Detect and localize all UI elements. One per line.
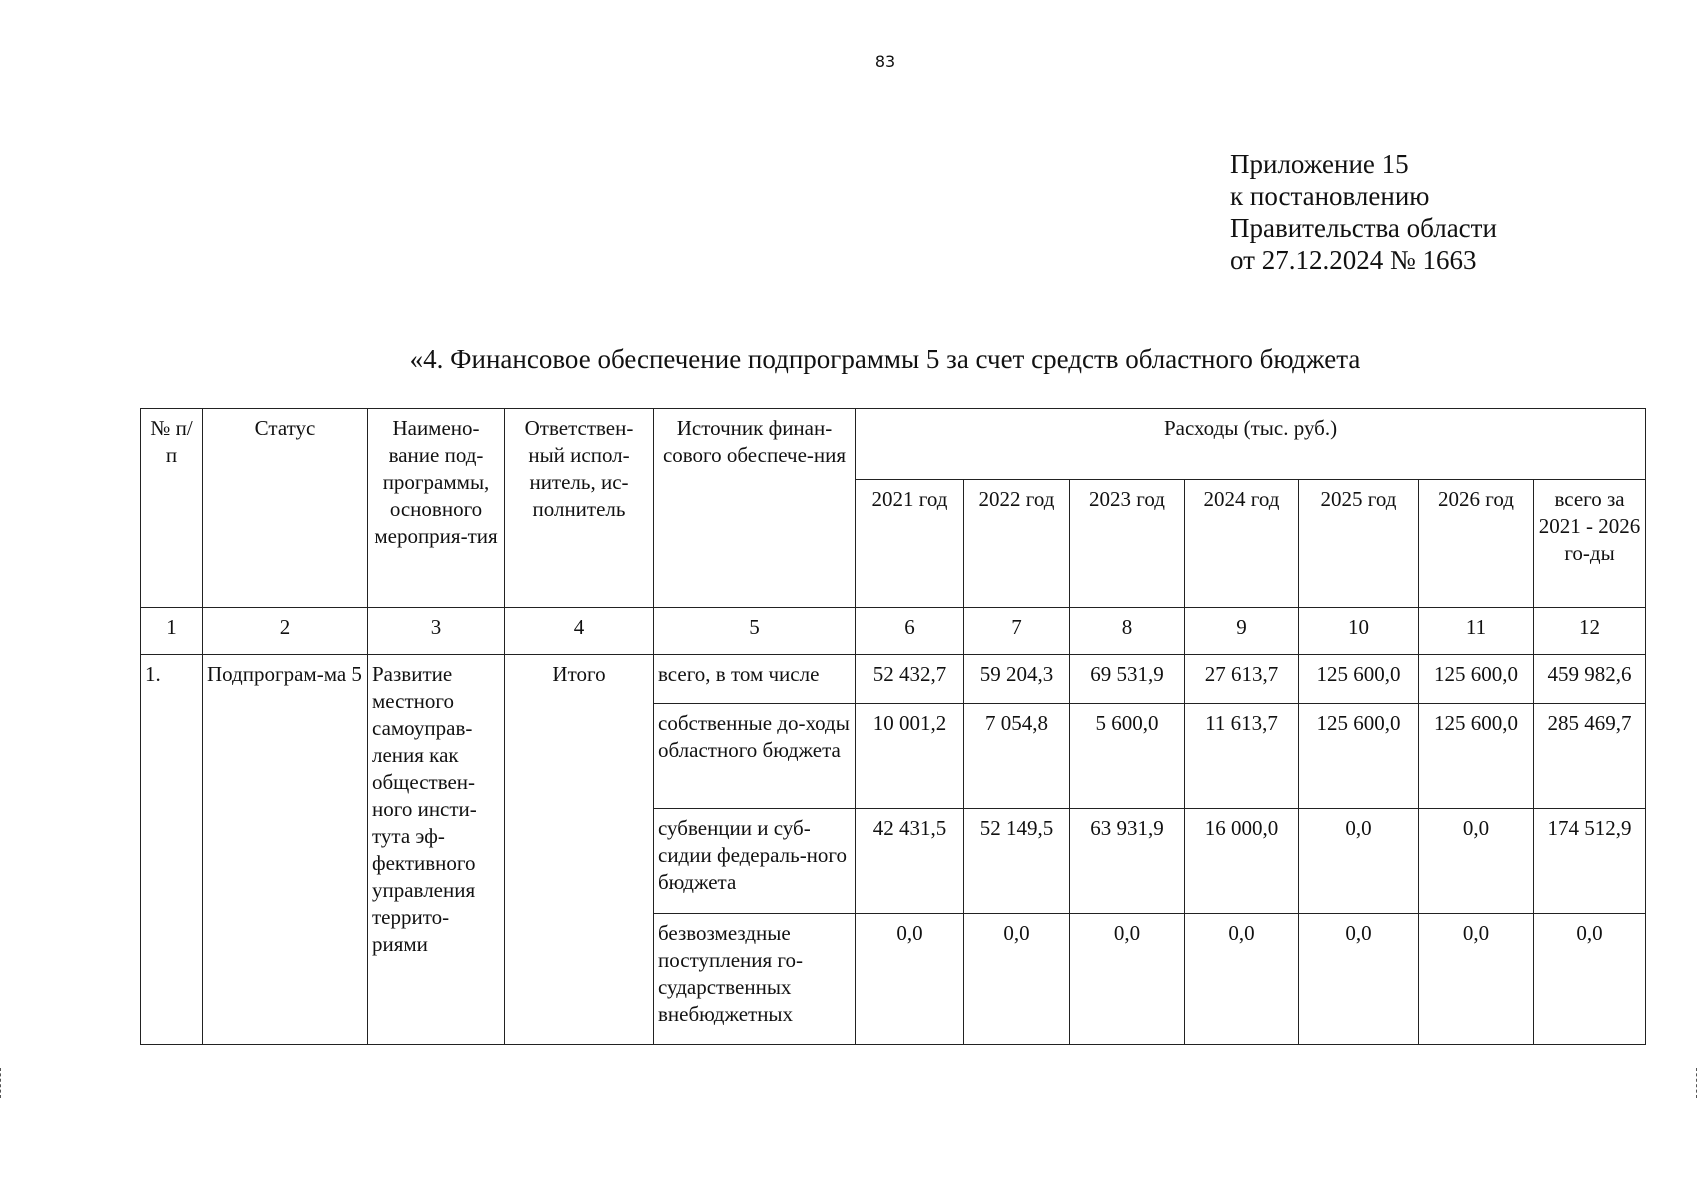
value-cell: 7 054,8 xyxy=(964,704,1070,809)
column-number: 3 xyxy=(368,608,505,655)
column-number: 6 xyxy=(856,608,964,655)
value-cell: 0,0 xyxy=(1299,809,1419,914)
header-year-2023: 2023 год xyxy=(1070,480,1185,608)
column-number: 5 xyxy=(654,608,856,655)
header-total: всего за 2021 - 2026 го-ды xyxy=(1534,480,1646,608)
value-cell: 0,0 xyxy=(856,914,964,1045)
value-cell: 285 469,7 xyxy=(1534,704,1646,809)
header-expenses: Расходы (тыс. руб.) xyxy=(856,409,1646,480)
value-cell: 125 600,0 xyxy=(1419,704,1534,809)
column-number: 2 xyxy=(203,608,368,655)
appendix-header xyxy=(1230,148,1497,276)
appendix-line-3: Правительства области xyxy=(1230,213,1497,243)
value-cell: 16 000,0 xyxy=(1185,809,1299,914)
table-row xyxy=(141,655,1646,704)
source-label: собственные до-ходы областного бюджета xyxy=(654,704,856,809)
value-cell: 0,0 xyxy=(1419,809,1534,914)
value-cell: 63 931,9 xyxy=(1070,809,1185,914)
header-year-2024: 2024 год xyxy=(1185,480,1299,608)
column-number: 8 xyxy=(1070,608,1185,655)
header-year-2022: 2022 год xyxy=(964,480,1070,608)
header-num: № п/п xyxy=(141,409,203,608)
value-cell: 27 613,7 xyxy=(1185,655,1299,704)
page-number: 83 xyxy=(874,52,896,71)
value-cell: 125 600,0 xyxy=(1299,655,1419,704)
source-label: безвозмездные поступления го-сударственных внебюджетных xyxy=(654,914,856,1045)
header-row-1 xyxy=(141,409,1646,480)
header-source: Источник финан-сового обеспече-ния xyxy=(654,409,856,608)
value-cell: 125 600,0 xyxy=(1419,655,1534,704)
header-executor: Ответствен-ный испол-нитель, ис-полнитель xyxy=(505,409,654,608)
value-cell: 59 204,3 xyxy=(964,655,1070,704)
value-cell: 0,0 xyxy=(1185,914,1299,1045)
value-cell: 125 600,0 xyxy=(1299,704,1419,809)
header-year-2025: 2025 год xyxy=(1299,480,1419,608)
column-number-row xyxy=(141,608,1646,655)
value-cell: 0,0 xyxy=(1070,914,1185,1045)
value-cell: 11 613,7 xyxy=(1185,704,1299,809)
source-label: всего, в том числе xyxy=(654,655,856,704)
value-cell: 0,0 xyxy=(964,914,1070,1045)
appendix-line-4: от 27.12.2024 № 1663 xyxy=(1230,245,1477,275)
row-program-name: Развитие местного самоуправ-ления как обществен-ного инсти-тута эф-фективного управления террито-риями xyxy=(368,655,505,1045)
row-number: 1. xyxy=(141,655,203,1045)
financing-table xyxy=(140,408,1646,1045)
value-cell: 0,0 xyxy=(1419,914,1534,1045)
value-cell: 42 431,5 xyxy=(856,809,964,914)
value-cell: 0,0 xyxy=(1534,914,1646,1045)
row-executor: Итого xyxy=(505,655,654,1045)
header-year-2021: 2021 год xyxy=(856,480,964,608)
value-cell: 5 600,0 xyxy=(1070,704,1185,809)
value-cell: 174 512,9 xyxy=(1534,809,1646,914)
column-number: 1 xyxy=(141,608,203,655)
scan-edge-mark-right xyxy=(1693,1068,1697,1098)
value-cell: 0,0 xyxy=(1299,914,1419,1045)
document-title: «4. Финансовое обеспечение подпрограммы 5 за счет средств областного бюджета xyxy=(409,344,1361,374)
value-cell: 10 001,2 xyxy=(856,704,964,809)
column-number: 11 xyxy=(1419,608,1534,655)
header-status: Статус xyxy=(203,409,368,608)
header-name: Наимено-вание под-программы, основного мероприя-тия xyxy=(368,409,505,608)
scan-edge-mark-left xyxy=(0,1068,4,1098)
value-cell: 69 531,9 xyxy=(1070,655,1185,704)
column-number: 4 xyxy=(505,608,654,655)
appendix-line-2: к постановлению xyxy=(1230,181,1430,211)
column-number: 10 xyxy=(1299,608,1419,655)
appendix-line-1: Приложение 15 xyxy=(1230,149,1409,179)
row-status: Подпрограм-ма 5 xyxy=(203,655,368,1045)
header-year-2026: 2026 год xyxy=(1419,480,1534,608)
column-number: 12 xyxy=(1534,608,1646,655)
column-number: 9 xyxy=(1185,608,1299,655)
column-number: 7 xyxy=(964,608,1070,655)
value-cell: 459 982,6 xyxy=(1534,655,1646,704)
value-cell: 52 149,5 xyxy=(964,809,1070,914)
source-label: субвенции и суб-сидии федераль-ного бюджета xyxy=(654,809,856,914)
value-cell: 52 432,7 xyxy=(856,655,964,704)
